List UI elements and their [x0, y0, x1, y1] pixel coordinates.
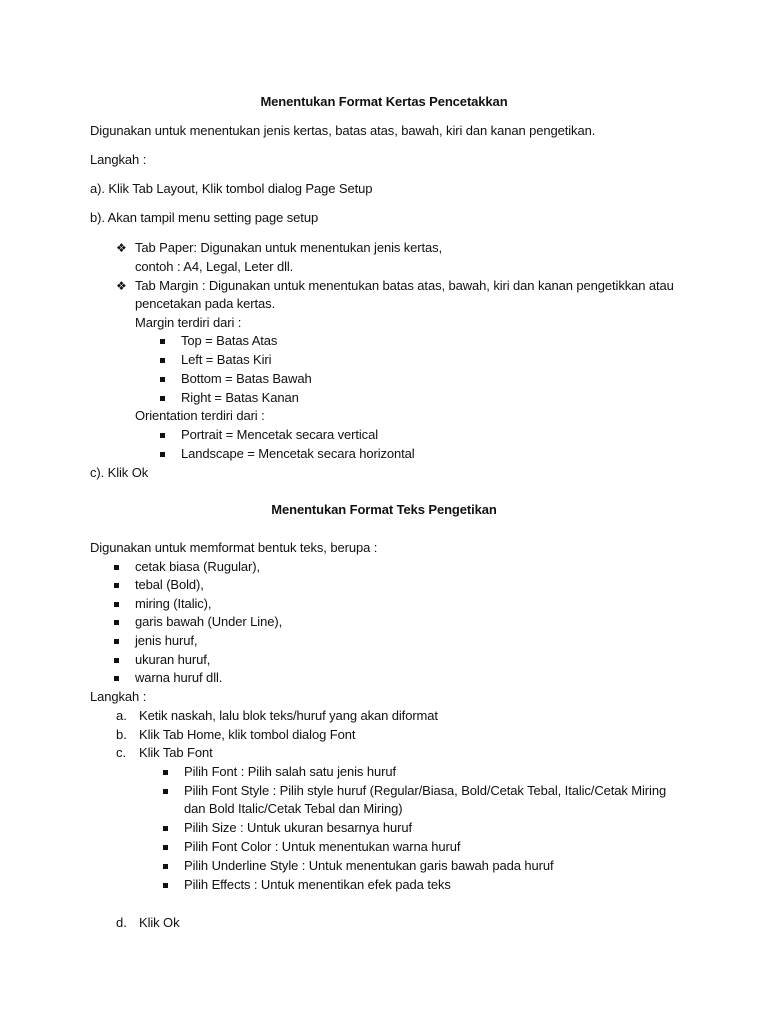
square-bullet-icon: [163, 826, 168, 831]
step-marker: d.: [116, 915, 127, 930]
square-bullet-icon: [160, 377, 165, 382]
format-item: garis bawah (Under Line),: [135, 614, 283, 629]
orientation-item-portrait: Portrait = Mencetak secara vertical: [181, 427, 378, 442]
format-item: jenis huruf,: [135, 633, 198, 648]
square-bullet-icon: [163, 864, 168, 869]
square-bullet-icon: [163, 883, 168, 888]
section1-title: Menentukan Format Kertas Pencetakkan: [260, 94, 508, 109]
square-bullet-icon: [160, 452, 165, 457]
step-marker: a.: [116, 708, 127, 723]
diamond-bullet-icon: ❖: [116, 279, 127, 293]
format-item: ukuran huruf,: [135, 652, 211, 667]
section1-step-b: b). Akan tampil menu setting page setup: [90, 210, 319, 225]
step-text: Klik Tab Font: [139, 745, 213, 760]
square-bullet-icon: [163, 845, 168, 850]
margin-heading: Margin terdiri dari :: [135, 315, 242, 330]
square-bullet-icon: [163, 789, 168, 794]
font-item: Pilih Font Style : Pilih style huruf (Regular/Biasa, Bold/Cetak Tebal, Italic/Cetak Miring: [184, 783, 667, 798]
font-item-continued: dan Bold Italic/Cetak Tebal dan Miring): [184, 801, 403, 816]
square-bullet-icon: [114, 620, 119, 625]
section2-intro: Digunakan untuk memformat bentuk teks, berupa :: [90, 540, 378, 555]
square-bullet-icon: [160, 339, 165, 344]
font-item: Pilih Font Color : Untuk menentukan warna huruf: [184, 839, 461, 854]
margin-item-right: Right = Batas Kanan: [181, 390, 299, 405]
square-bullet-icon: [160, 433, 165, 438]
section1-step-a: a). Klik Tab Layout, Klik tombol dialog Page Setup: [90, 181, 373, 196]
square-bullet-icon: [114, 565, 119, 570]
section2-title: Menentukan Format Teks Pengetikan: [271, 502, 497, 517]
square-bullet-icon: [114, 676, 119, 681]
step-text: Ketik naskah, lalu blok teks/huruf yang akan diformat: [139, 708, 438, 723]
section1-intro: Digunakan untuk menentukan jenis kertas, batas atas, bawah, kiri dan kanan pengetikan.: [90, 123, 596, 138]
step-marker: b.: [116, 727, 127, 742]
square-bullet-icon: [114, 658, 119, 663]
format-item: miring (Italic),: [135, 596, 212, 611]
margin-item-top: Top = Batas Atas: [181, 333, 278, 348]
orientation-item-landscape: Landscape = Mencetak secara horizontal: [181, 446, 415, 461]
square-bullet-icon: [160, 396, 165, 401]
step-text: Klik Ok: [139, 915, 180, 930]
tab-paper-line2: contoh : A4, Legal, Leter dll.: [135, 259, 294, 274]
font-item: Pilih Underline Style : Untuk menentukan garis bawah pada huruf: [184, 858, 554, 873]
step-marker: c.: [116, 745, 127, 760]
section2-langkah: Langkah :: [90, 689, 147, 704]
square-bullet-icon: [160, 358, 165, 363]
diamond-bullet-icon: ❖: [116, 241, 127, 255]
tab-margin-line2: pencetakan pada kertas.: [135, 296, 276, 311]
margin-item-bottom: Bottom = Batas Bawah: [181, 371, 312, 386]
step-text: Klik Tab Home, klik tombol dialog Font: [139, 727, 356, 742]
margin-item-left: Left = Batas Kiri: [181, 352, 272, 367]
section1-step-c: c). Klik Ok: [90, 465, 149, 480]
square-bullet-icon: [114, 602, 119, 607]
format-item: warna huruf dll.: [135, 670, 223, 685]
format-item: tebal (Bold),: [135, 577, 204, 592]
font-item: Pilih Size : Untuk ukuran besarnya huruf: [184, 820, 412, 835]
font-item: Pilih Effects : Untuk menentikan efek pada teks: [184, 877, 451, 892]
tab-paper-line1: Tab Paper: Digunakan untuk menentukan jenis kertas,: [135, 240, 443, 255]
square-bullet-icon: [114, 583, 119, 588]
tab-margin-line1: Tab Margin : Digunakan untuk menentukan batas atas, bawah, kiri dan kanan pengetikkan atau: [135, 278, 674, 293]
square-bullet-icon: [114, 639, 119, 644]
font-item: Pilih Font : Pilih salah satu jenis huruf: [184, 764, 396, 779]
square-bullet-icon: [163, 770, 168, 775]
format-item: cetak biasa (Rugular),: [135, 559, 260, 574]
section1-langkah: Langkah :: [90, 152, 147, 167]
orientation-heading: Orientation terdiri dari :: [135, 408, 265, 423]
